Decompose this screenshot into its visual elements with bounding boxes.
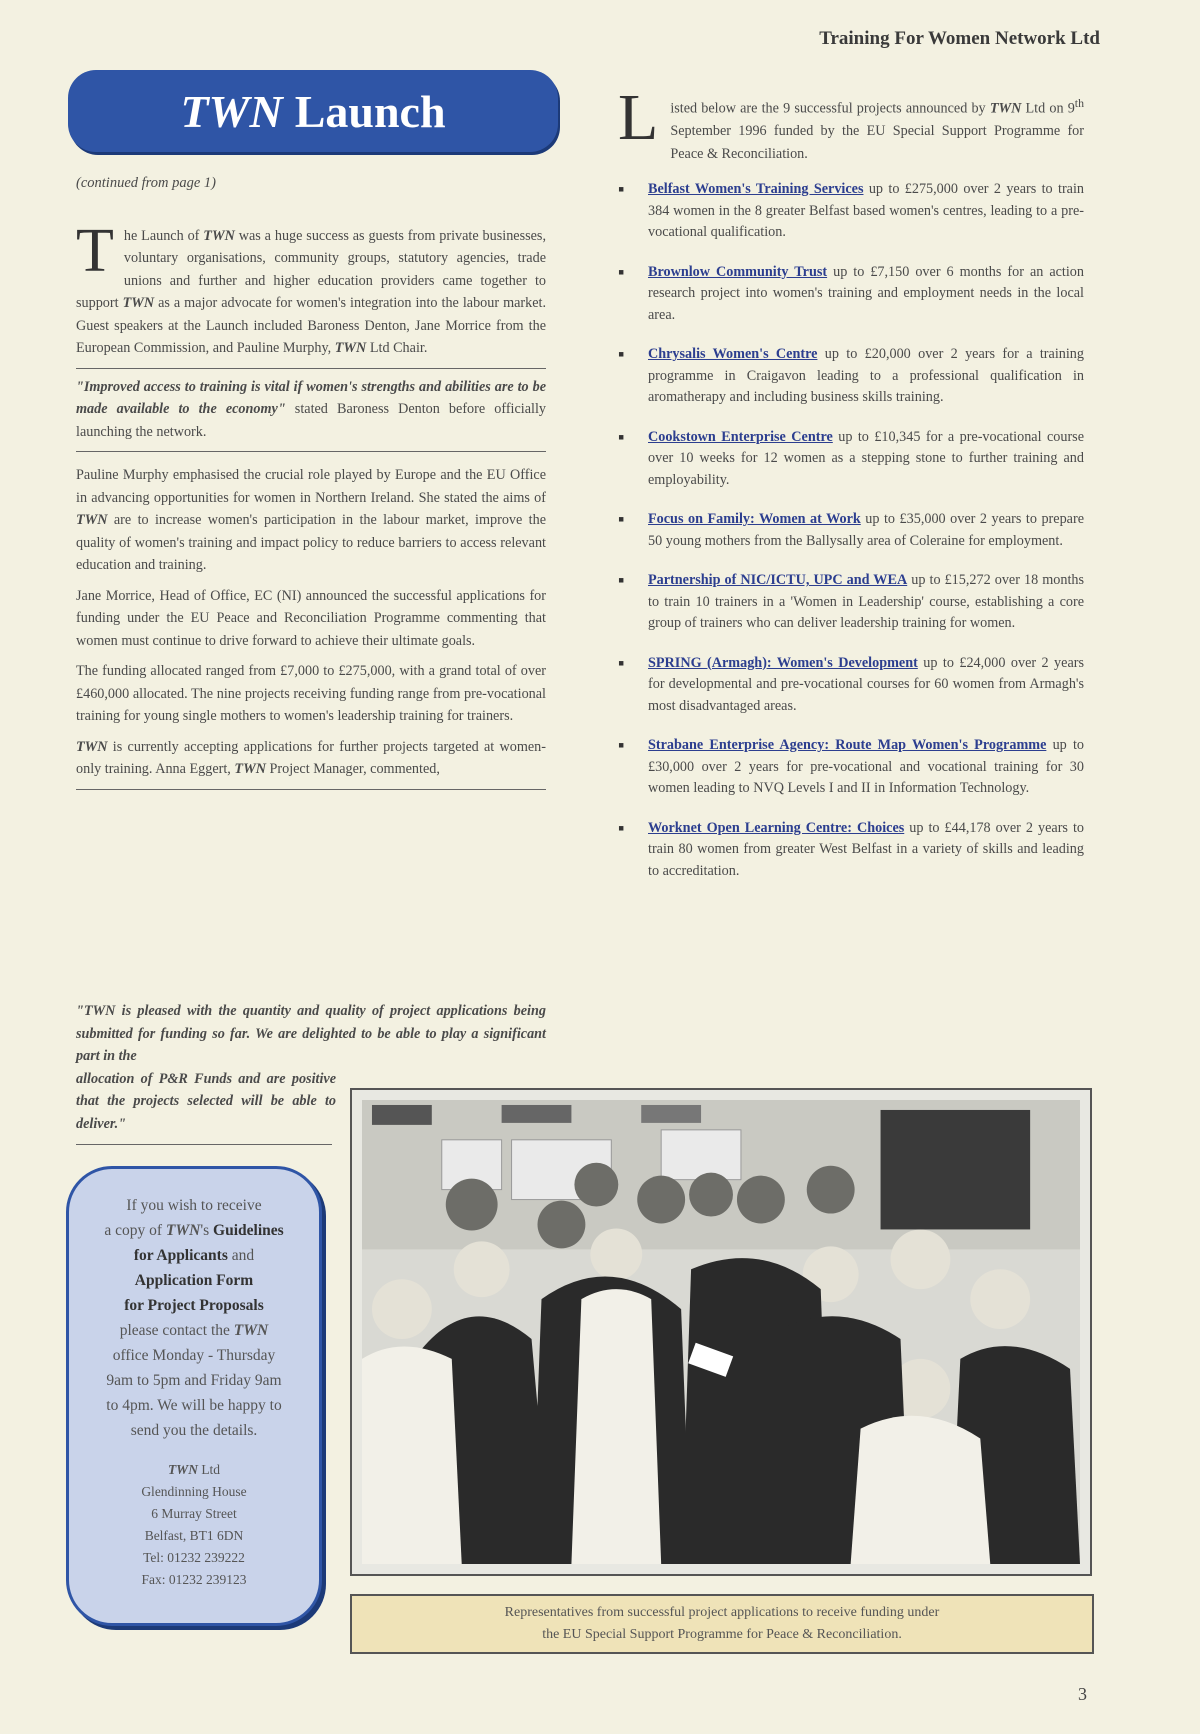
divider	[76, 789, 546, 790]
list-item	[618, 509, 1084, 552]
text-run: for Project Proposals	[124, 1297, 264, 1314]
paragraph-murphy	[76, 464, 546, 577]
divider	[76, 451, 546, 452]
page-number: 3	[1078, 1684, 1087, 1704]
twn-mark: TWN	[989, 100, 1022, 117]
paragraph-applications	[76, 736, 546, 781]
project-desc: up to £10,345 for a pre-vocational course over 10 weeks for 12 women as a stepping stone to further training and employability.	[648, 428, 1084, 488]
fax-line: Fax: 01232 239123	[141, 1572, 247, 1587]
text-run: Application Form	[134, 1272, 254, 1289]
bullet-icon: ▪	[618, 344, 625, 365]
right-column	[618, 81, 1085, 900]
text-run: as a major advocate for women's integration into the labour market. Guest speakers at the Launch included Baroness Denton, Jane Morrice from the European Commission, and Pauline Murphy,	[76, 295, 547, 356]
contact-line: to 4pm. We will be happy to	[106, 1397, 282, 1414]
twn-mark: TWN	[122, 295, 155, 311]
project-name: Partnership of NIC/ICTU, UPC and WEA	[648, 572, 908, 589]
address-line: Glendinning House	[141, 1484, 247, 1499]
text-run: was a huge success as guests from private businesses, voluntary organisations, community groups, statutory agencies, trade unions and further and higher education providers came together to support	[76, 227, 546, 311]
list-item	[618, 570, 1084, 635]
text-run: Project Manager, commented,	[265, 761, 440, 777]
bullet-icon: ▪	[618, 735, 625, 756]
project-desc: up to £20,000 over 2 years for a training programme in Craigavon leading to a professional qualification in aromatherapy and including business skills training.	[648, 346, 1084, 406]
project-name: Worknet Open Learning Centre: Choices	[648, 819, 905, 836]
drop-cap: L	[618, 81, 659, 154]
text-run: September 1996 funded by the EU Special Support Programme for Peace & Reconciliation.	[670, 123, 1084, 162]
project-desc: up to £275,000 over 2 years to train 384 women in the 8 greater Belfast based women's centres, leading to a pre-vocational qualification.	[648, 181, 1084, 241]
address-line: Belfast, BT1 6DN	[144, 1528, 244, 1543]
list-item	[618, 427, 1084, 492]
address-line	[69, 1459, 319, 1481]
projects-intro	[618, 81, 1084, 165]
list-item	[618, 653, 1084, 718]
twn-mark: TWN	[76, 738, 108, 755]
list-item	[618, 818, 1084, 883]
contact-line	[79, 1318, 309, 1343]
bullet-icon: ▪	[618, 652, 625, 673]
contact-line	[79, 1293, 309, 1318]
text-run: please contact the	[119, 1322, 234, 1339]
text-run: for Applicants	[133, 1247, 228, 1264]
group-photo-image	[362, 1100, 1080, 1564]
bullet-icon: ▪	[618, 426, 625, 447]
contact-line	[79, 1243, 309, 1268]
drop-cap: T	[76, 216, 114, 285]
left-column	[76, 172, 546, 797]
text-run: are to increase women's participation in the labour market, improve the quality of women's training and impact policy to reduce barriers to access relevant education and training.	[76, 512, 546, 573]
twn-mark: TWN	[234, 761, 266, 777]
photo-caption	[350, 1594, 1094, 1654]
twn-mark: TWN	[167, 1462, 198, 1477]
paragraph-funding: The funding allocated ranged from £7,000 to £275,000, with a grand total of over £460,000 allocated. The nine projects receiving funding range from pre-vocational training for young single mothers to women's leadership training for trainers.	[76, 663, 546, 724]
quote-text: "Improved access to training is vital if women's strengths and abilities are to be made available to the economy"	[76, 378, 546, 417]
project-desc: up to £15,272 over 18 months to train 10 trainers in a 'Women in Leadership' course, establishing a core group of trainers who can deliver leadership training for women.	[648, 572, 1085, 632]
project-name: Brownlow Community Trust	[648, 263, 828, 280]
list-item	[618, 344, 1084, 409]
text-run: Guidelines	[213, 1222, 284, 1239]
text-run: isted below are the 9 successful projects announced by	[670, 100, 990, 117]
group-photo	[350, 1088, 1092, 1576]
contact-line: send you the details.	[130, 1422, 258, 1439]
continued-note: (continued from page 1)	[76, 175, 217, 191]
text-run: 's	[200, 1222, 214, 1239]
project-desc: up to £30,000 over 2 years for pre-vocational and vocational training for 30 women leading to NVQ Levels I and II in Information Technology.	[648, 737, 1084, 797]
contact-address	[69, 1459, 319, 1591]
project-name: Cookstown Enterprise Centre	[648, 428, 833, 445]
running-header: Training For Women Network Ltd	[819, 28, 1100, 49]
text-run: and	[227, 1247, 255, 1264]
list-item	[618, 179, 1084, 244]
contact-text	[69, 1193, 319, 1443]
caption-line: the EU Special Support Programme for Peace & Reconciliation.	[542, 1627, 902, 1642]
divider	[76, 1144, 332, 1145]
address-line: 6 Murray Street	[151, 1506, 237, 1521]
text-run: Pauline Murphy emphasised the crucial role played by Europe and the EU Office in advancing opportunities for women in Northern Ireland. She stated the aims of	[76, 467, 546, 506]
project-desc: up to £7,150 over 6 months for an action research project into women's training and employment needs in the local area.	[648, 263, 1084, 323]
text-run: Ltd Chair.	[366, 340, 428, 356]
divider	[76, 368, 546, 369]
text-run: th	[1074, 96, 1084, 110]
title-banner	[68, 70, 558, 152]
project-name: Belfast Women's Training Services	[648, 181, 864, 198]
bullet-icon: ▪	[618, 570, 625, 591]
project-name: Focus on Family: Women at Work	[648, 511, 861, 528]
list-item	[618, 262, 1084, 327]
paragraph-launch	[76, 216, 547, 360]
quote-denton	[76, 376, 546, 444]
text-run: is currently accepting applications for further projects targeted at women-only training. Anna Eggert,	[76, 738, 546, 777]
bullet-icon: ▪	[618, 261, 625, 282]
contact-line: office Monday - Thursday	[112, 1347, 276, 1364]
text-run: Ltd	[197, 1462, 221, 1477]
projects-list	[618, 179, 1084, 882]
bullet-icon: ▪	[618, 817, 625, 838]
text-run: stated Baroness Denton before officially launching the network.	[76, 401, 546, 440]
twn-mark: TWN	[233, 1322, 269, 1339]
twn-mark: TWN	[165, 1222, 201, 1239]
twn-mark: TWN	[76, 512, 108, 528]
quote-text: "TWN is pleased with the quantity and quality of project applications being submitted for funding so far. We are delighted to be able to play a significant part in the	[76, 1003, 546, 1064]
caption-line: Representatives from successful project applications to receive funding under	[504, 1605, 940, 1620]
contact-line: If you wish to receive	[126, 1197, 262, 1214]
text-run: Ltd on 9	[1021, 100, 1075, 117]
contact-line	[79, 1268, 309, 1293]
quote-text: allocation of P&R Funds and are positive that the projects selected will be able to deliver."	[76, 1070, 336, 1132]
title-abbr: TWN	[180, 85, 283, 137]
project-desc: up to £24,000 over 2 years for developmental and pre-vocational courses for 60 women from Armagh's most disadvantaged areas.	[648, 654, 1084, 714]
contact-line	[79, 1218, 309, 1243]
contact-box	[66, 1166, 322, 1626]
project-desc: up to £44,178 over 2 years to train 80 women from greater West Belfast in a variety of skills and leading to accreditation.	[648, 819, 1084, 879]
project-desc: up to £35,000 over 2 years to prepare 50 young mothers from the Ballysally area of Coleraine for employment.	[648, 511, 1084, 549]
list-item	[618, 735, 1084, 800]
bullet-icon: ▪	[618, 179, 625, 200]
project-name: SPRING (Armagh): Women's Development	[648, 654, 918, 671]
project-name: Chrysalis Women's Centre	[648, 346, 818, 363]
text-run: a copy of	[104, 1222, 166, 1239]
twn-mark: TWN	[203, 227, 235, 244]
twn-mark: TWN	[334, 340, 367, 356]
contact-line: 9am to 5pm and Friday 9am	[106, 1372, 282, 1389]
bullet-icon: ▪	[618, 509, 625, 530]
text-run: he Launch of	[123, 227, 204, 244]
title-word: Launch	[294, 85, 446, 137]
project-name: Strabane Enterprise Agency: Route Map Women's Programme	[648, 737, 1047, 754]
phone-line: Tel: 01232 239222	[143, 1550, 245, 1565]
paragraph-morrice: Jane Morrice, Head of Office, EC (NI) announced the successful applications for funding under the EU Peace and Reconciliation Programme commenting that women must continue to drive forward to achieve their ultimate goals.	[76, 587, 546, 649]
